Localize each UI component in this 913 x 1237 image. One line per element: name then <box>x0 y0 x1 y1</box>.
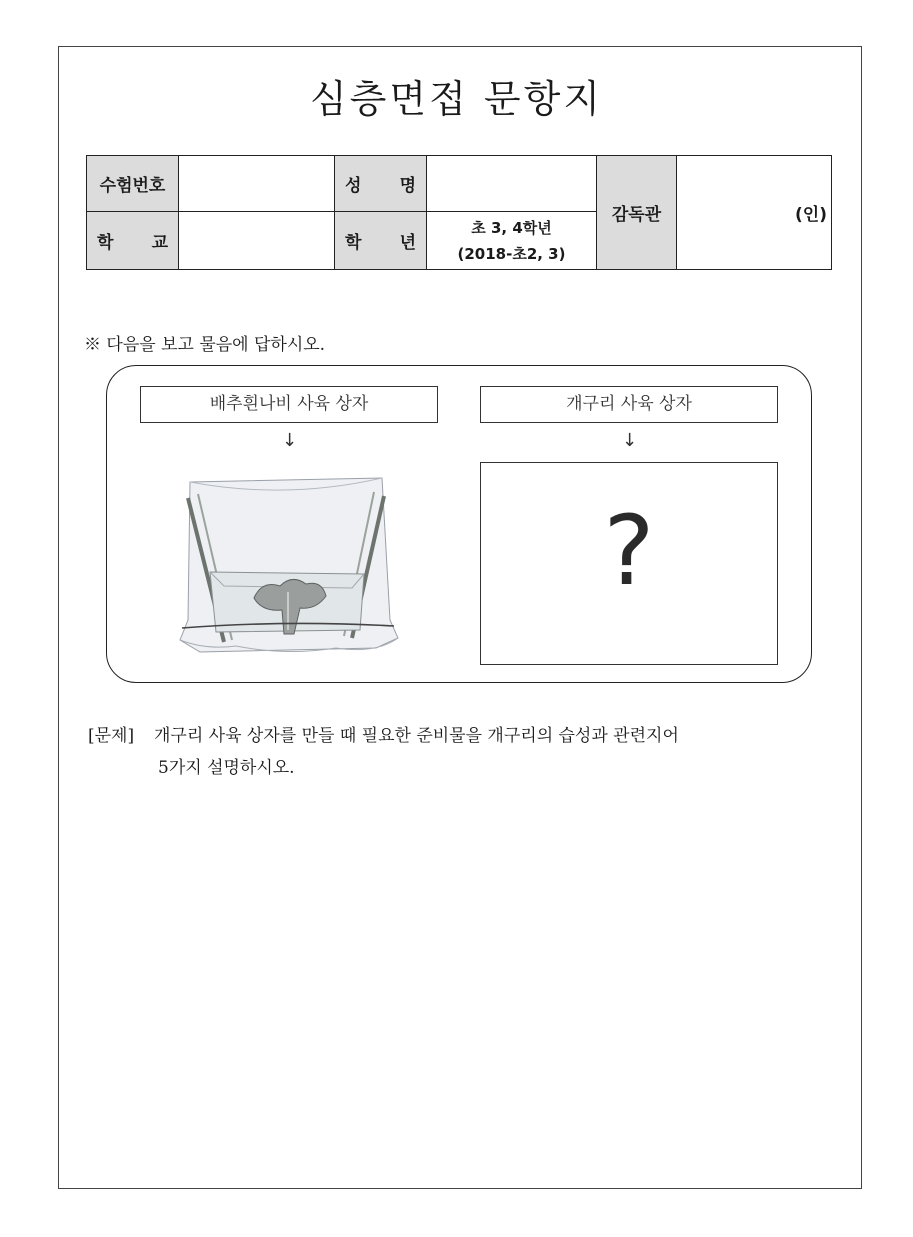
problem-line1: 개구리 사육 상자를 만들 때 필요한 준비물을 개구리의 습성과 관련지어 <box>154 726 679 746</box>
name-label: 성 명 <box>335 156 427 212</box>
frog-box-label: 개구리 사육 상자 <box>480 386 778 423</box>
info-table <box>86 155 832 270</box>
exam-number-field[interactable] <box>179 156 335 212</box>
instruction-text: ※ 다음을 보고 물음에 답하시오. <box>84 335 326 355</box>
butterfly-box-label: 배추흰나비 사육 상자 <box>140 386 438 423</box>
school-label: 학 교 <box>87 212 179 270</box>
page-title: 심층면접 문항지 <box>309 77 604 121</box>
supervisor-seal: (인) <box>677 156 832 270</box>
grade-value-line1: 초 3, 4학년 <box>471 218 552 237</box>
arrow-down-icon: ↓ <box>282 430 298 451</box>
question-mark: ? <box>603 495 655 607</box>
frog-box-placeholder <box>480 462 778 665</box>
name-field[interactable] <box>427 156 597 212</box>
exam-number-label: 수험번호 <box>87 156 179 212</box>
arrow-down-icon: ↓ <box>622 430 638 451</box>
grade-value <box>427 212 597 270</box>
problem-text <box>88 720 848 784</box>
supervisor-label: 감독관 <box>597 156 677 270</box>
school-field[interactable] <box>179 212 335 270</box>
grade-value-line2: (2018-초2, 3) <box>457 244 566 263</box>
butterfly-cage-image <box>176 470 401 660</box>
problem-tag: [문제] <box>88 726 135 746</box>
grade-label: 학 년 <box>335 212 427 270</box>
problem-line2: 5가지 설명하시오. <box>158 758 295 778</box>
